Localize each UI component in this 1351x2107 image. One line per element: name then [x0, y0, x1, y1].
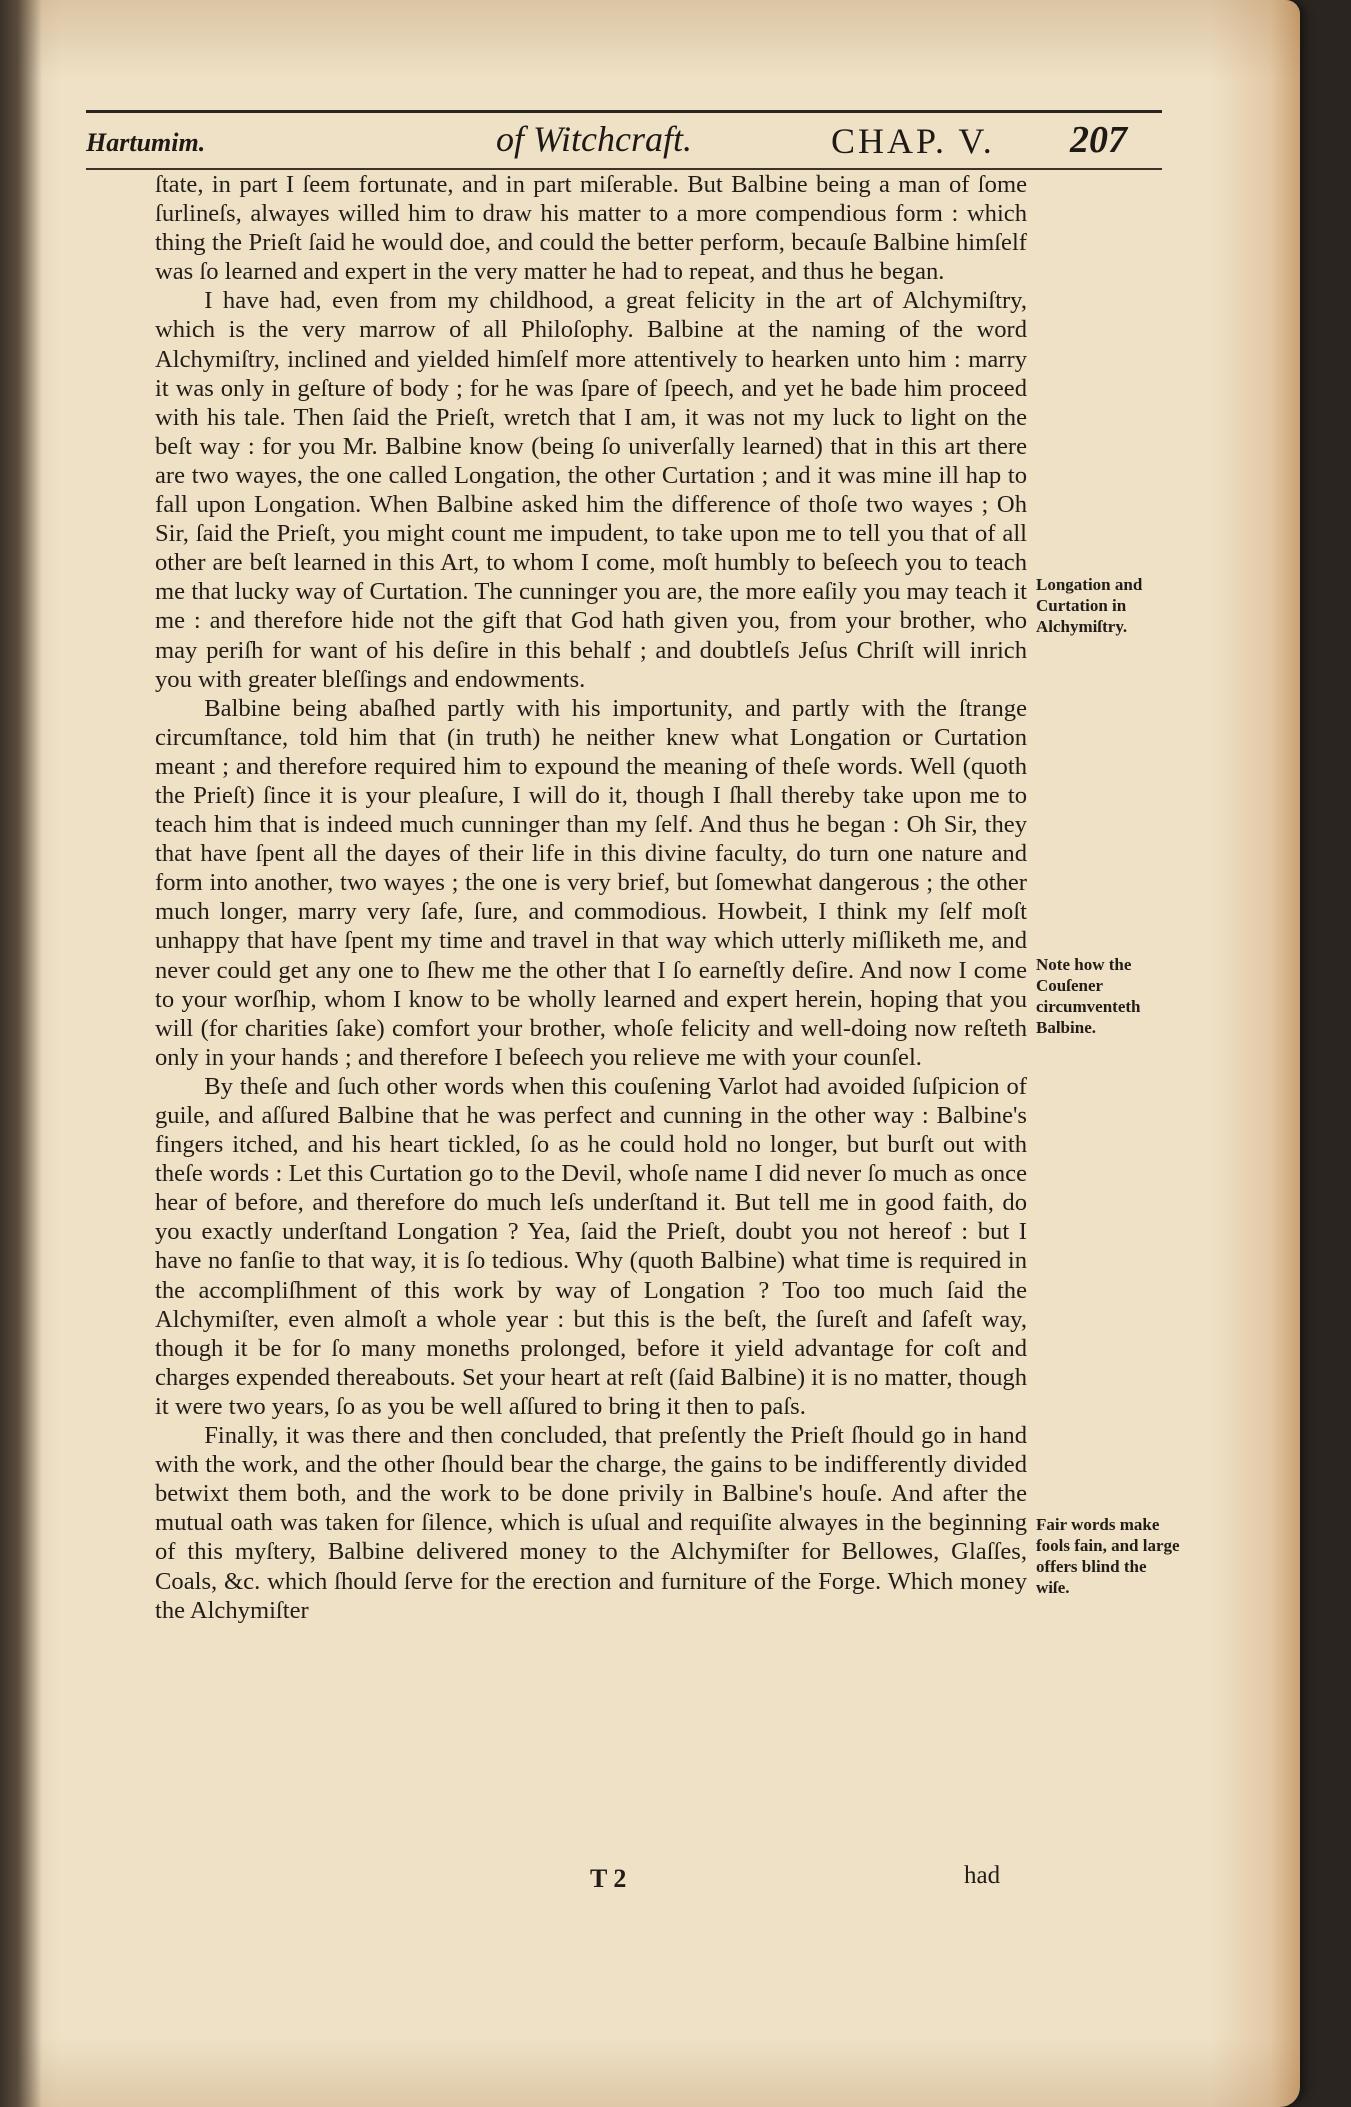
paragraph-4: By theſe and ſuch other words when this couſening Varlot had avoided ſuſpicion of guile, and aſſured Balbine that he was perfect and cunning in the other way : Balbine's fingers itched, and his heart tickled, ſo as he could hold no longer, but burſt out with theſe words : Let this Curtation go to the Devil, whoſe name I did never ſo much as once hear of before, and therefore do much leſs underſtand it. But tell me in good faith, do you exactly underſtand Longation ? Yea, ſaid the Prieſt, doubt you not hereof : but I have no fanſie to that way, it is ſo tedious. Why (quoth Balbine) what time is required in the accompliſhment of this work by way of Longation ? Too too much ſaid the Alchymiſter, even almoſt a whole year : but this is the beſt, the ſureſt and ſafeſt way, though it be for ſo many moneths prolonged, before it yield advantage for coſt and charges expended thereabouts. Set your heart at reſt (ſaid Balbine) it is no matter, though it were two years, ſo as you be well aſſured to bring it then to paſs. [155, 1072, 1027, 1420]
margin-note-cousener: Note how the Couſener circumventeth Balbine. [1036, 955, 1141, 1037]
margin-note-fair-words: Fair words make fools fain, and large offers blind the wiſe. [1036, 1515, 1180, 1597]
signature-mark: T 2 [590, 1864, 627, 1893]
main-text [155, 170, 1027, 1625]
header-left-title: Hartumim. [86, 128, 206, 157]
margin-note-longation: Longation and Curtation in Alchymiſtry. [1036, 575, 1143, 636]
paragraph-1: ſtate, in part I ſeem fortunate, and in part miſerable. But Balbine being a man of ſome ſurlineſs, alwayes willed him to draw his matter to a more compendious form : which thing the Prieſt ſaid he would doe, and could the better perform, becauſe Balbine himſelf was ſo learned and expert in the very matter he had to repeat, and thus he began. [155, 171, 1027, 286]
header-chapter: CHAP. V. [831, 121, 995, 161]
header-book-title: of Witchcraft. [496, 119, 692, 159]
paragraph-2: I have had, even from my childhood, a great felicity in the art of Alchymiſtry, which is the very marrow of all Philoſophy. Balbine at the naming of the word Alchymiſtry, inclined and yielded himſelf more attentively to hearken unto him : marry it was only in geſture of body ; for he was ſpare of ſpeech, and yet he bade him proceed with his tale. Then ſaid the Prieſt, wretch that I am, it was not my luck to light on the beſt way : for you Mr. Balbine know (being ſo univerſally learned) that in this art there are two wayes, the one called Longation, the other Curtation ; and it was mine ill hap to fall upon Longation. When Balbine asked him the difference of thoſe two wayes ; Oh Sir, ſaid the Prieſt, you might count me impudent, to take upon me to tell you that of all other are beſt learned in this Art, to whom I come, moſt humbly to beſeech you to teach me that lucky way of Curtation. The cunninger you are, the more eaſily you may teach it me : and therefore hide not the gift that God hath given you, from your brother, who may periſh for want of his deſire in this behalf ; and doubtleſs Jeſus Chriſt will inrich you with greater bleſſings and endowments. [155, 287, 1027, 693]
paragraph-5: Finally, it was there and then concluded, that preſently the Prieſt ſhould go in hand with the work, and the other ſhould bear the charge, the gains to be indifferently divided betwixt them both, and the work to be done privily in Balbine's houſe. And after the mutual oath was taken for ſilence, which is uſual and requiſite alwayes in the beginning of this myſtery, Balbine delivered money to the Alchymiſter for Bellowes, Glaſſes, Coals, &c. which ſhould ſerve for the erection and furniture of the Forge. Which money the Alchymiſter [155, 1422, 1027, 1624]
running-header [86, 118, 1162, 164]
paragraph-3: Balbine being abaſhed partly with his importunity, and partly with the ſtrange circumſtance, told him that (in truth) he neither knew what Longation or Curtation meant ; and therefore required him to expound the meaning of theſe words. Well (quoth the Prieſt) ſince it is your pleaſure, I will do it, though I ſhall thereby take upon me to teach him that is indeed much cunninger than my ſelf. And thus he began : Oh Sir, they that have ſpent all the dayes of their life in this divine faculty, do turn one nature and form into another, two wayes ; the one is very brief, but ſomewhat dangerous ; the other much longer, marry very ſafe, ſure, and commodious. Howbeit, I think my ſelf moſt unhappy that have ſpent my time and travel in that way which utterly miſliketh me, and never could get any one to ſhew me the other that I ſo earneſtly deſire. And now I come to your worſhip, whom I know to be wholly learned and expert herein, hoping that you will (for charities ſake) comfort your brother, whoſe felicity and well-doing now reſteth only in your hands ; and therefore I beſeech you relieve me with your counſel. [155, 694, 1027, 1071]
catchword: had [964, 1862, 1001, 1889]
header-rule-top [86, 110, 1162, 113]
binding-gutter [0, 0, 42, 2107]
page-number: 207 [1070, 119, 1127, 161]
